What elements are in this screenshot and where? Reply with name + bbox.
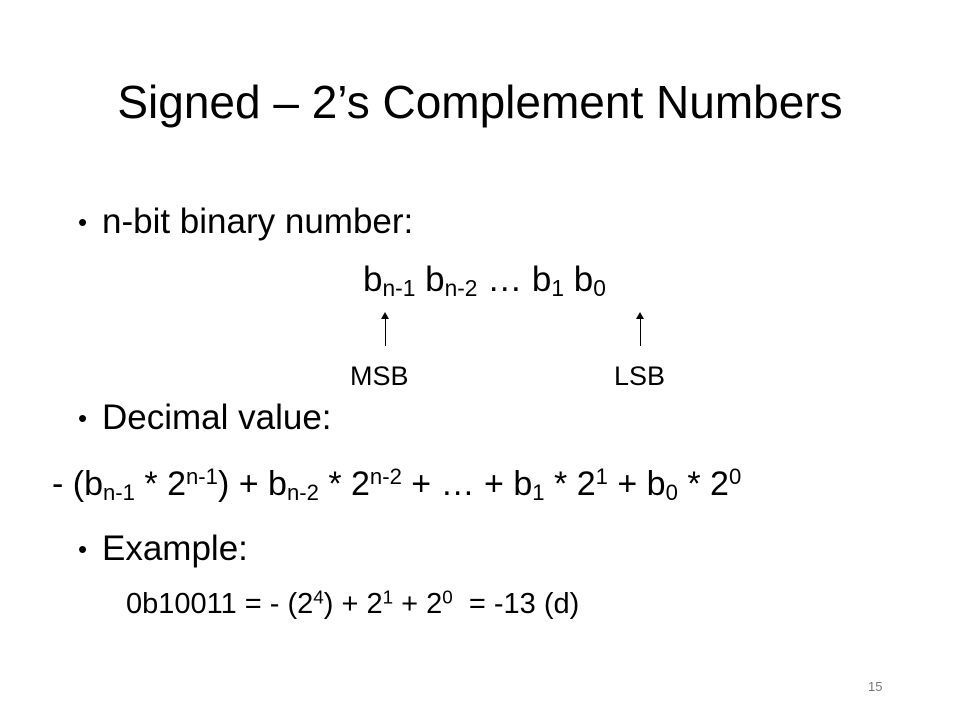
bullet-item [78,396,332,440]
example-equation: 0b10011 = - $(2^4) + 2^1 + 2^0 = -13$ (d) [126,586,580,620]
page-number: 15 [868,679,883,694]
bullet-dot-icon: • [78,534,88,564]
bullet-dot-icon: • [78,207,88,237]
bullet-text: n-bit binary number: [102,202,414,241]
msb-label: MSB [350,361,409,391]
bullet-dot-icon: • [78,403,88,433]
decimal-value-formula: - $(b_{n-1} * 2^{n-1}) + b_{n-2} * 2^{n-2}$ + … + $b_1 * 2^1 + b_0 * 2^0$ [52,463,742,505]
bullet-item [78,527,248,571]
lsb-label: LSB [614,361,666,391]
bullet-item [78,200,414,244]
msb-arrow-icon [385,318,386,346]
lsb-arrow-icon [640,318,641,346]
bullet-text: Example: [102,529,248,568]
bit-string: $b_{n-1}$ $b_{n-2}$ … $b_1$ $b_0$ [363,260,606,301]
bullet-text: Decimal value: [102,398,332,437]
slide-title: Signed – 2’s Complement Numbers [117,76,843,128]
